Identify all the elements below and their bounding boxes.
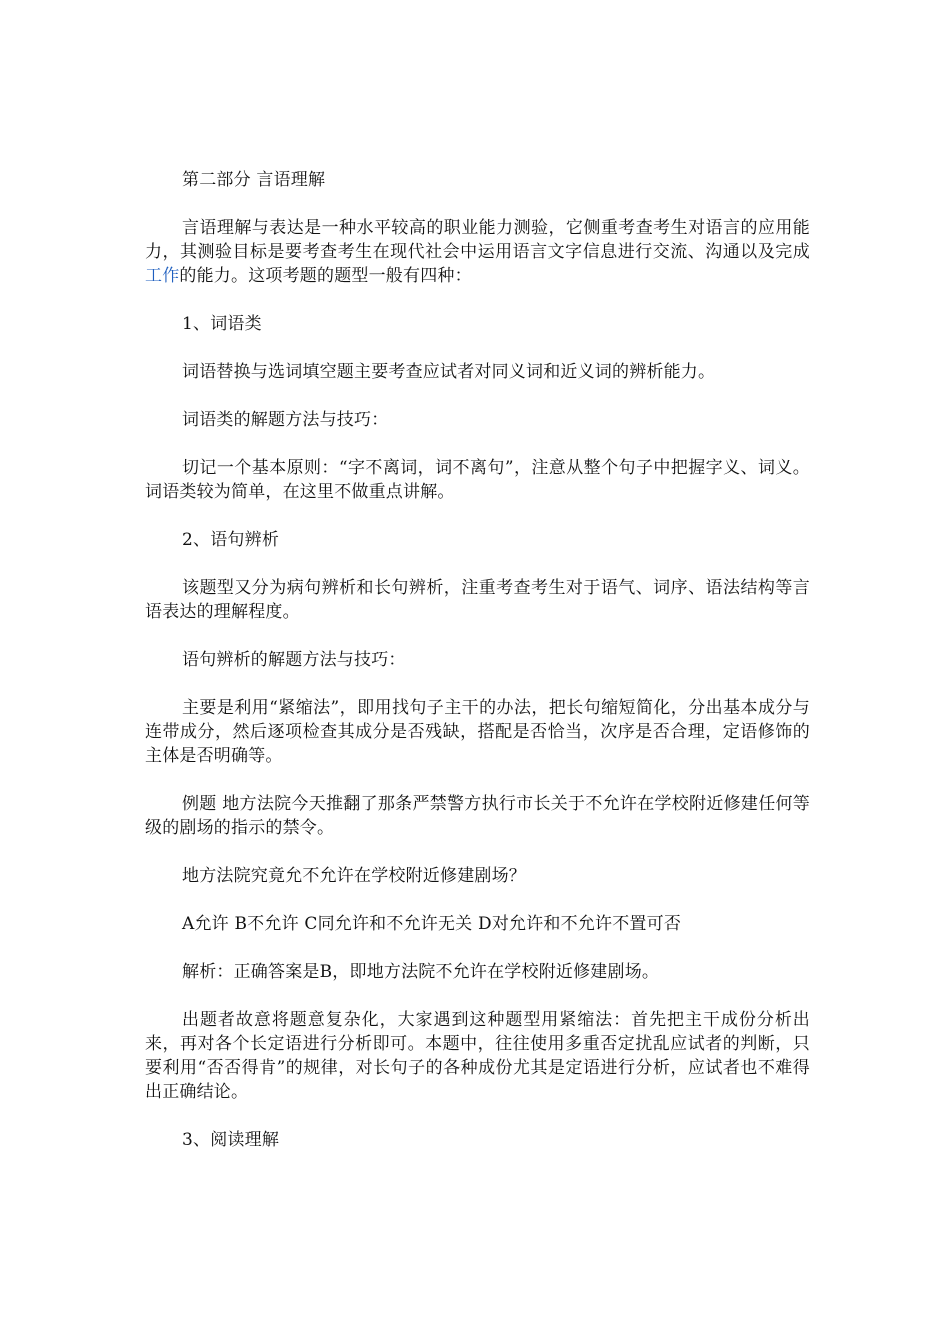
intro-text-after: 的能力。这项考题的题型一般有四种： [179, 266, 472, 286]
paragraph: 词语替换与选词填空题主要考查应试者对同义词和近义词的辨析能力。 [182, 362, 716, 382]
question-prompt: 地方法院究竟允不允许在学校附近修建剧场？ [182, 866, 526, 886]
section-title-reading: 3、阅读理解 [182, 1130, 280, 1150]
paragraph: 主要是利用“紧缩法”，即用找句子主干的办法，把长句缩短简化，分出基本成分与连带成分，然后逐项检查其成分是否残缺，搭配是否恰当，次序是否合理，定语修饰的主体是否明确等。 [145, 698, 810, 766]
example-question: 例题 地方法院今天推翻了那条严禁警方执行市长关于不允许在学校附近修建任何等级的剧场的指示的禁令。 [145, 794, 810, 838]
paragraph: 出题者故意将题意复杂化，大家遇到这种题型用紧缩法：首先把主干成份分析出来，再对各个长定语进行分析即可。本题中，往往使用多重否定扰乱应试者的判断，只要利用“否否得肯”的规律，对长句子的各种成份尤其是定语进行分析，应试者也不难得出正确结论。 [145, 1010, 810, 1102]
work-link[interactable]: 工作 [145, 266, 180, 286]
document-page [145, 168, 810, 1176]
intro-paragraph [145, 216, 810, 288]
paragraph: 切记一个基本原则：“字不离词，词不离句”，注意从整个句子中把握字义、词义。词语类较为简单，在这里不做重点讲解。 [145, 458, 810, 502]
intro-text-before: 言语理解与表达是一种水平较高的职业能力测验，它侧重考查考生对语言的应用能力，其测验目标是要考查考生在现代社会中运用语言文字信息进行交流、沟通以及完成 [145, 218, 810, 262]
section-title-sentence-analysis: 2、语句辨析 [182, 530, 280, 550]
paragraph: 该题型又分为病句辨析和长句辨析，注重考查考生对于语气、词序、语法结构等言语表达的理解程度。 [145, 578, 810, 622]
part-heading: 第二部分 言语理解 [182, 170, 326, 190]
paragraph: 语句辨析的解题方法与技巧： [182, 650, 406, 670]
section-title-vocabulary: 1、词语类 [182, 314, 262, 334]
answer-explanation: 解析：正确答案是B，即地方法院不允许在学校附近修建剧场。 [182, 962, 660, 982]
paragraph: 词语类的解题方法与技巧： [182, 410, 389, 430]
answer-options: A允许 B不允许 C同允许和不允许无关 D对允许和不允许不置可否 [182, 914, 682, 934]
